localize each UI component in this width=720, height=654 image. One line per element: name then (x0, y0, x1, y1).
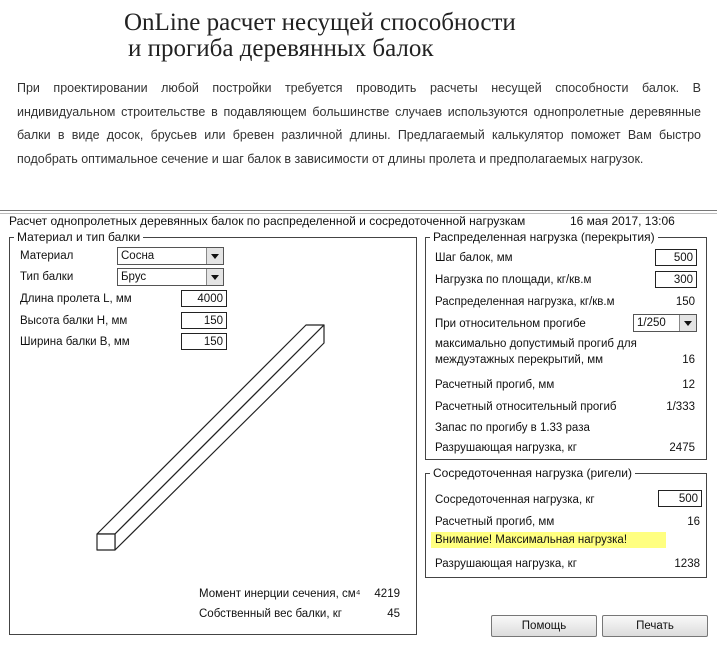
beam-illustration (90, 315, 340, 555)
length-input[interactable]: 4000 (181, 290, 227, 307)
distributed-failure-label: Разрушающая нагрузка, кг (435, 442, 577, 454)
intro-text: При проектировании любой постройки требуется проводить расчеты несущей способности балок. В индивидуальном строительстве в подавляющем большинстве случаев используются однопролетные деревянные балки в виде досок, брусьев или бревен различной длины. Предлагаемый калькулятор поможет Вам быстро подобрать оптимальное сечение и шаг балок в зависимости от длины пролета и предполагаемых нагрузок. (17, 81, 701, 166)
beam-type-select[interactable] (117, 268, 224, 286)
distributed-failure-value: 2475 (669, 442, 695, 454)
relative-deflection-label: При относительном прогибе (435, 318, 586, 330)
material-select[interactable] (117, 247, 224, 265)
chevron-down-icon[interactable] (679, 315, 696, 331)
distributed-load-legend: Распределенная нагрузка (перекрытия) (433, 230, 655, 244)
inertia-label: Момент инерции сечения, см⁴ (199, 588, 361, 600)
calculator-caption: Расчет однопролетных деревянных балок по распределенной и сосредоточенной нагрузкам (9, 214, 526, 228)
page-title-line2: и прогиба деревянных балок (128, 35, 434, 62)
chevron-down-icon[interactable] (206, 248, 223, 264)
beam-type-select-value: Брус (121, 271, 147, 283)
width-label: Ширина балки B, мм (20, 336, 130, 348)
help-button[interactable]: Помощь (491, 615, 597, 637)
material-label: Материал (20, 250, 74, 262)
max-deflection-value: 16 (682, 354, 695, 366)
concentrated-load-label: Сосредоточенная нагрузка, кг (435, 494, 595, 506)
distributed-load-value: 150 (675, 296, 695, 308)
length-label: Длина пролета L, мм (20, 293, 132, 305)
page-title (124, 10, 516, 62)
beam-step-input[interactable]: 500 (655, 249, 697, 266)
concentrated-load-legend: Сосредоточенная нагрузка (ригели) (433, 466, 632, 480)
chevron-down-icon[interactable] (206, 269, 223, 285)
beam-weight-value: 45 (387, 608, 400, 620)
material-legend: Материал и тип балки (17, 230, 141, 244)
inertia-value: 4219 (374, 588, 400, 600)
relative-deflection-select-value: 1/250 (637, 317, 666, 329)
height-label: Высота балки H, мм (20, 315, 128, 327)
print-button[interactable]: Печать (602, 615, 708, 637)
concentrated-deflection-label: Расчетный прогиб, мм (435, 516, 555, 528)
beam-weight-label: Собственный вес балки, кг (199, 608, 342, 620)
area-load-input[interactable]: 300 (655, 271, 697, 288)
calculator-date: 16 мая 2017, 13:06 (570, 214, 675, 228)
page-title-line1: OnLine расчет несущей способности (124, 9, 516, 36)
max-deflection-label-line2: междуэтажных перекрытий, мм (435, 354, 604, 366)
height-input[interactable]: 150 (181, 312, 227, 329)
relative-deflection-select[interactable] (633, 314, 697, 332)
calc-relative-deflection-value: 1/333 (666, 401, 695, 413)
concentrated-failure-label: Разрушающая нагрузка, кг (435, 558, 577, 570)
concentrated-load-input[interactable]: 500 (658, 490, 702, 507)
calc-deflection-value: 12 (682, 379, 695, 391)
max-deflection-label-line1: максимально допустимый прогиб для (435, 338, 637, 350)
material-select-value: Сосна (121, 250, 155, 262)
deflection-margin-label: Запас по прогибу в 1.33 раза (435, 422, 590, 434)
width-input[interactable]: 150 (181, 333, 227, 350)
calc-deflection-label: Расчетный прогиб, мм (435, 379, 555, 391)
beam-type-label: Тип балки (20, 271, 74, 283)
concentrated-failure-value: 1238 (674, 558, 700, 570)
calc-relative-deflection-label: Расчетный относительный прогиб (435, 401, 617, 413)
distributed-load-label: Распределенная нагрузка, кг/кв.м (435, 296, 615, 308)
area-load-label: Нагрузка по площади, кг/кв.м (435, 274, 592, 286)
max-load-warning: Внимание! Максимальная нагрузка! (431, 532, 666, 548)
beam-step-label: Шаг балок, мм (435, 252, 513, 264)
concentrated-deflection-value: 16 (687, 516, 700, 528)
